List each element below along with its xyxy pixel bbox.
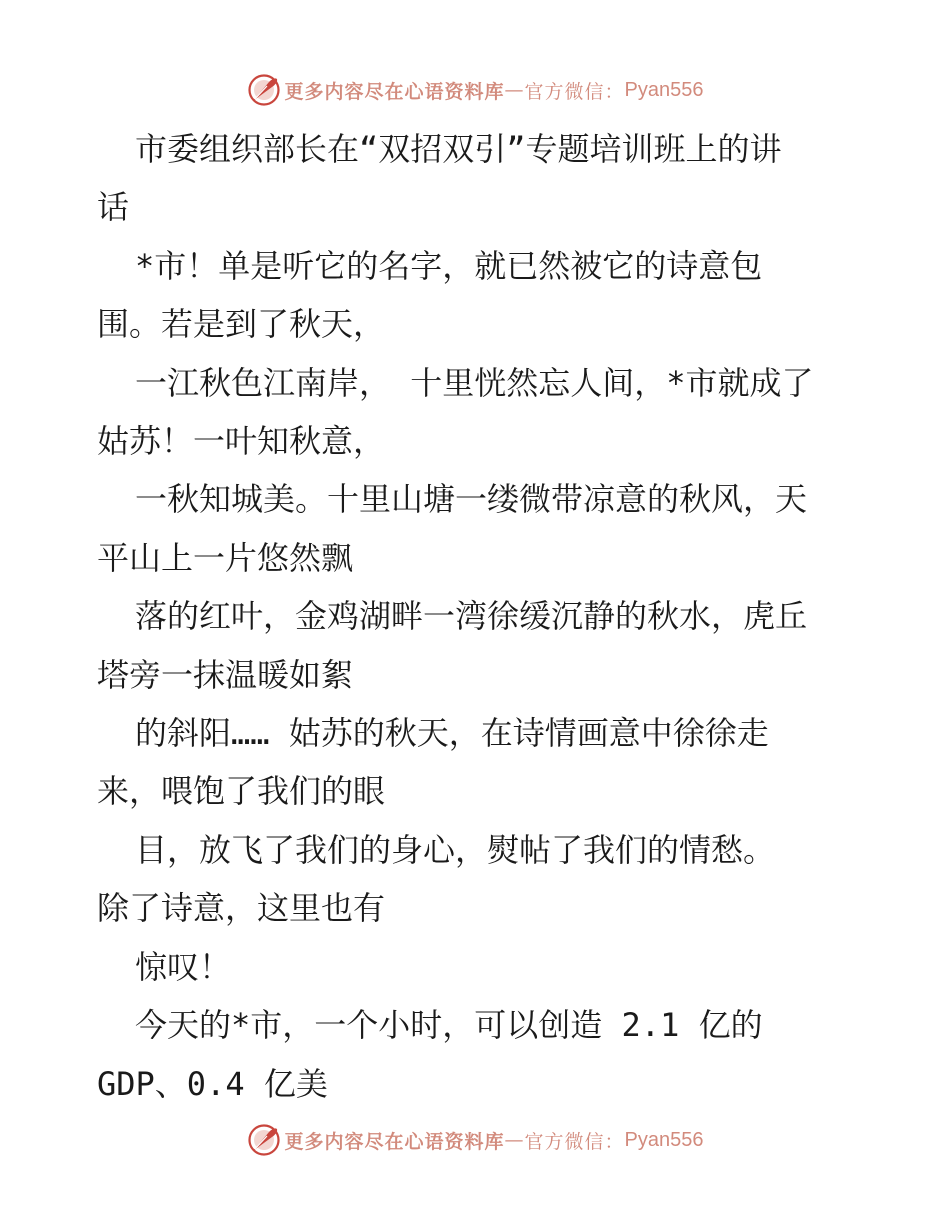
quill-pen-logo-icon xyxy=(247,1123,281,1157)
promo-text: 更多内容尽在心语资料库 xyxy=(284,1130,505,1153)
quill-pen-logo-icon xyxy=(247,73,281,107)
text-line: GDP、0.4 亿美 xyxy=(97,1064,328,1103)
text-line: *市！单是听它的名字，就已然被它的诗意包 xyxy=(135,246,763,285)
text-line: 塔旁一抹温暖如絮 xyxy=(97,655,354,694)
text-line: 今天的*市，一个小时，可以创造 2.1 亿的 xyxy=(135,1006,763,1045)
header-watermark xyxy=(0,70,950,110)
wechat-id: Pyan556 xyxy=(624,1128,704,1151)
document-body xyxy=(97,120,867,1113)
text-line: 除了诗意，这里也有 xyxy=(97,889,386,928)
banner-dash: — xyxy=(504,1129,525,1151)
text-line: 一秋知城美。十里山塘一缕微带凉意的秋风，天 xyxy=(135,480,808,519)
banner-dash: — xyxy=(504,79,525,101)
wechat-label: 官方微信： xyxy=(524,1130,625,1153)
text-line: 的斜阳…… 姑苏的秋天，在诗情画意中徐徐走 xyxy=(135,714,769,753)
text-line: 姑苏！一叶知秋意， xyxy=(97,422,386,461)
promo-text: 更多内容尽在心语资料库 xyxy=(284,80,505,103)
text-line: 目，放飞了我们的身心，熨帖了我们的情愁。 xyxy=(135,830,776,869)
wechat-label: 官方微信： xyxy=(524,80,625,103)
text-line: 平山上一片悠然飘 xyxy=(97,538,354,577)
text-line: 话 xyxy=(97,188,130,227)
text-line: 市委组织部长在“双招双引”专题培训班上的讲 xyxy=(135,130,782,168)
text-line: 来，喂饱了我们的眼 xyxy=(97,772,386,811)
text-line: 一江秋色江南岸， 十里恍然忘人间，*市就成了 xyxy=(135,363,814,402)
text-line: 惊叹！ xyxy=(135,947,232,986)
text-line: 围。若是到了秋天， xyxy=(97,305,386,344)
text-line: 落的红叶，金鸡湖畔一湾徐缓沉静的秋水，虎丘 xyxy=(135,597,808,636)
wechat-id: Pyan556 xyxy=(624,78,704,101)
footer-watermark xyxy=(0,1120,950,1160)
